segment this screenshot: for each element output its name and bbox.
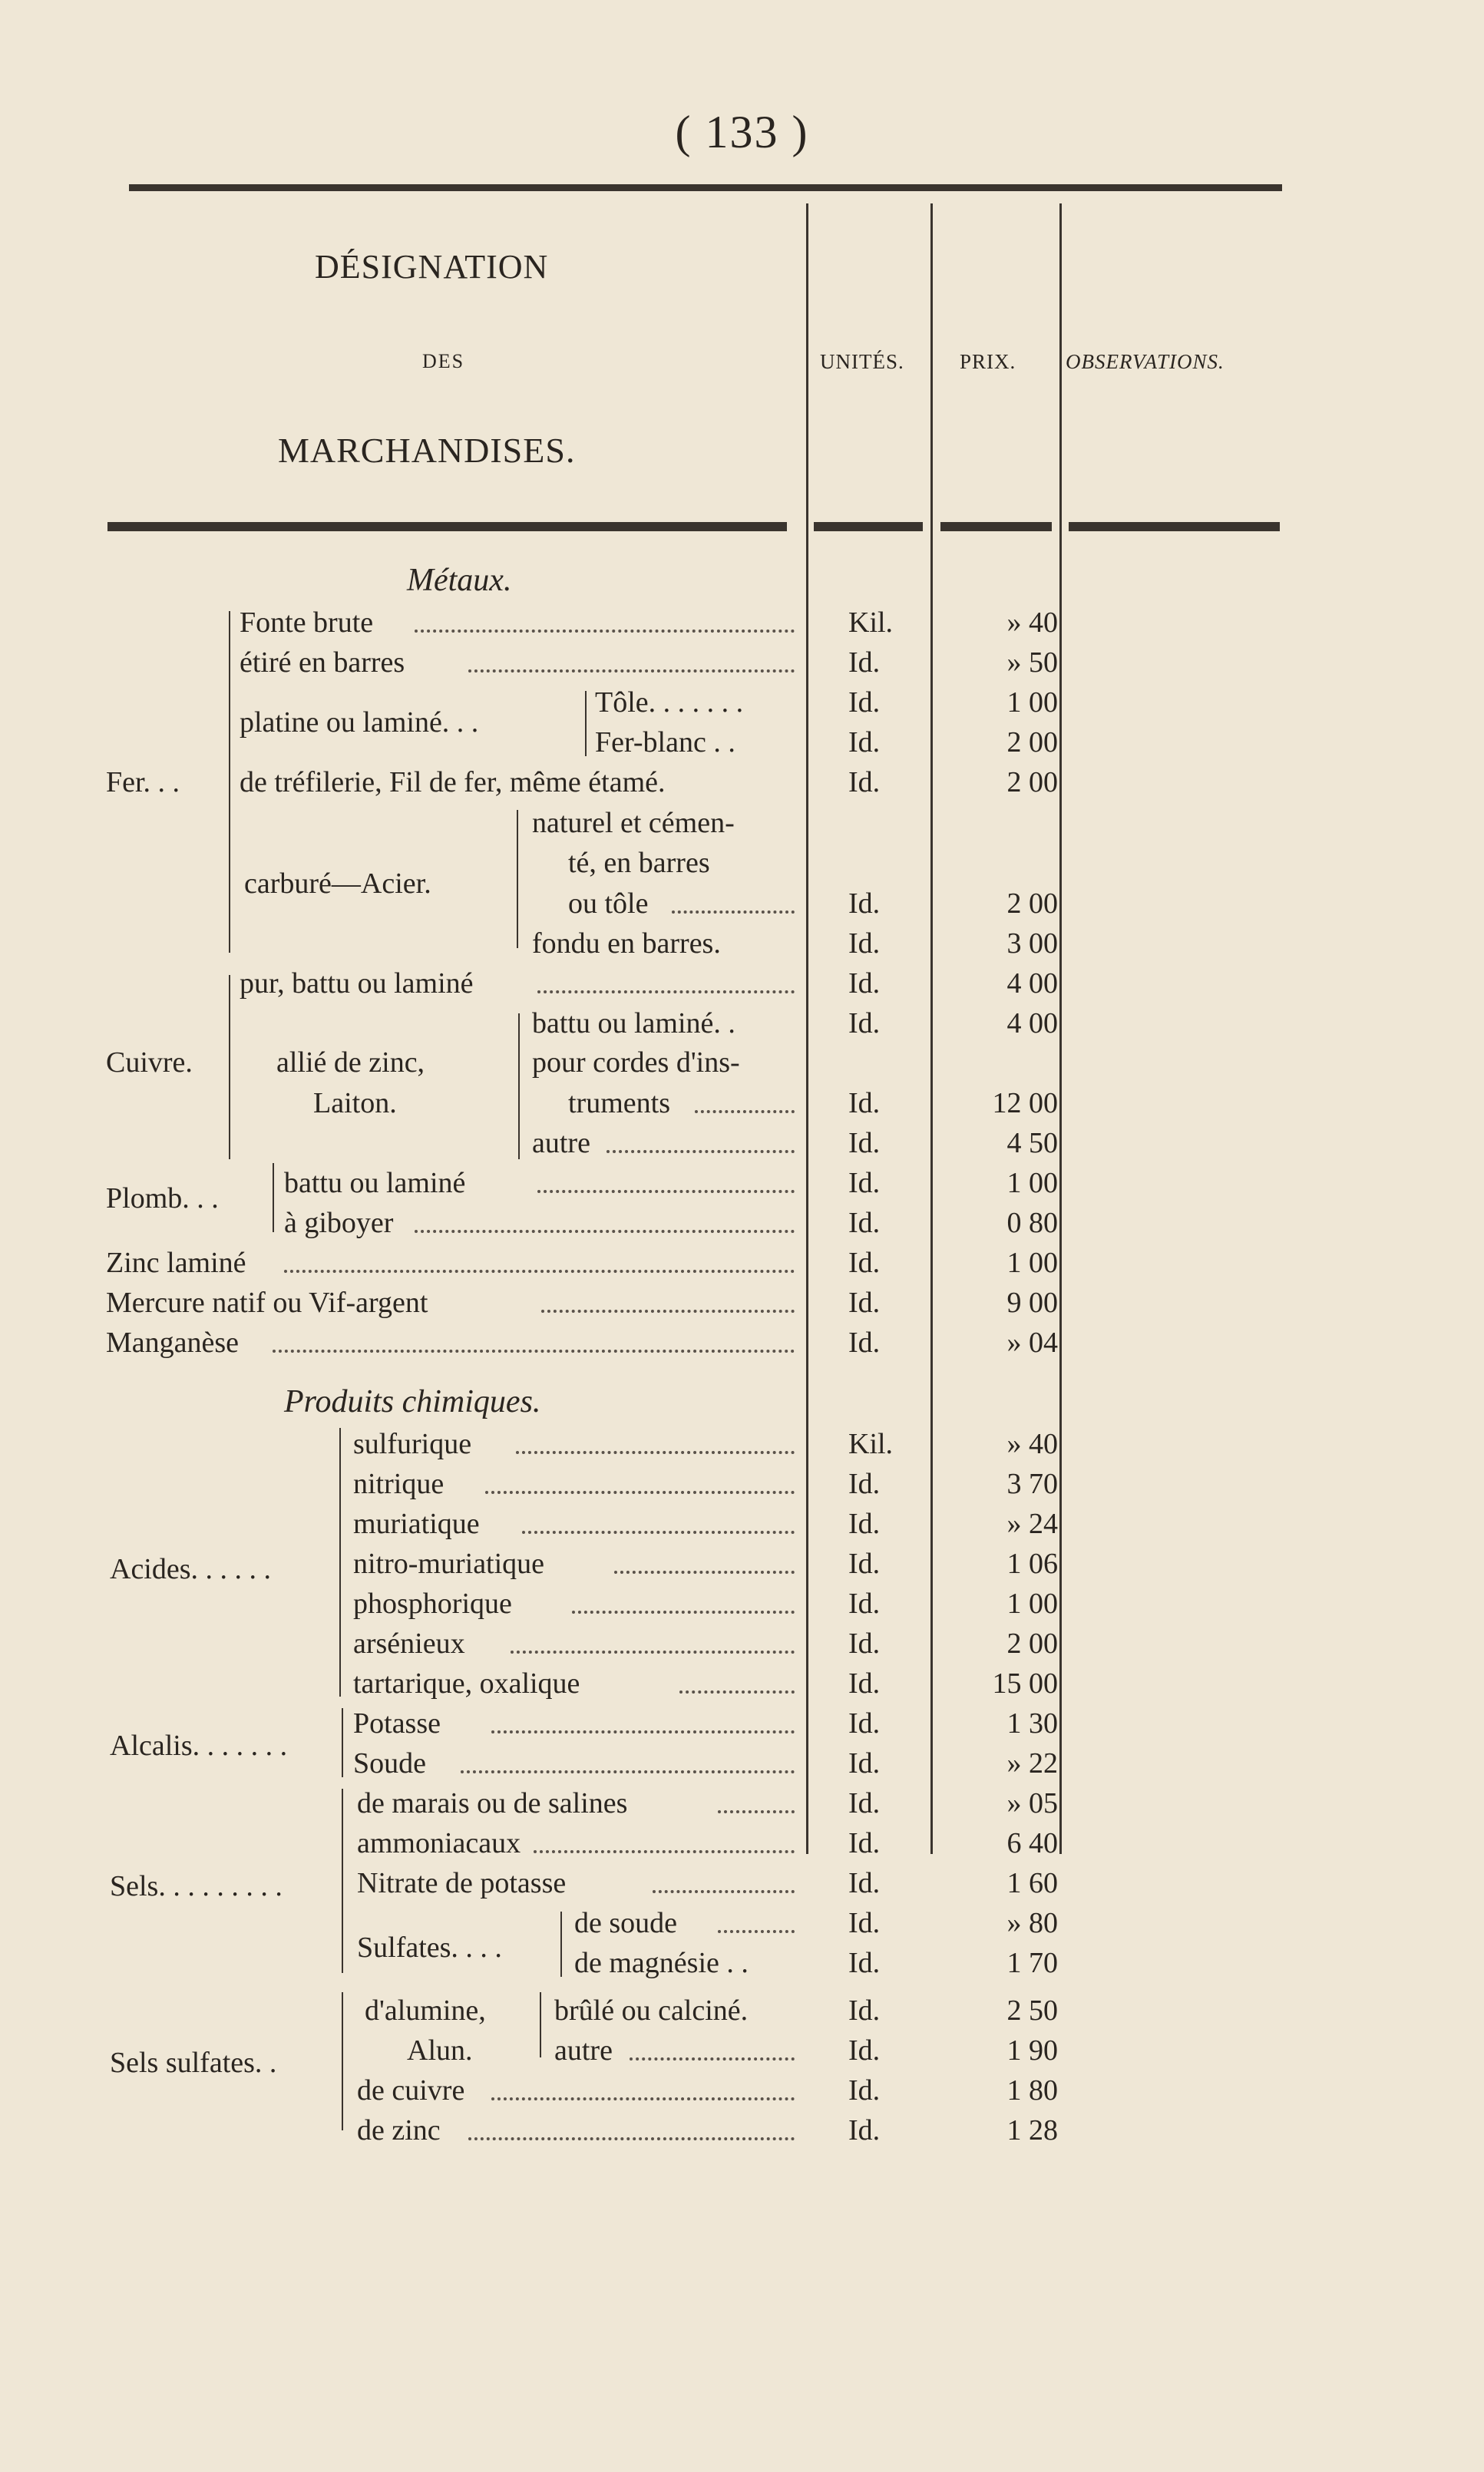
header-rule-price — [940, 522, 1052, 531]
row-unit: Id. — [848, 2114, 881, 2146]
leader-dots — [516, 1451, 795, 1454]
brace-carbure — [517, 810, 518, 948]
leader-dots — [537, 1190, 795, 1193]
row-price: 4 00 — [1006, 967, 1058, 1000]
row-unit: Id. — [848, 1907, 881, 1939]
label-laiton: Laiton. — [313, 1087, 397, 1119]
row-price: » 04 — [1006, 1327, 1058, 1359]
designation-des: DES — [422, 350, 465, 372]
brace-alcalis — [342, 1708, 343, 1777]
row-price: 4 50 — [1006, 1127, 1058, 1159]
brace-acides — [339, 1428, 341, 1697]
row-price: 1 28 — [1006, 2114, 1058, 2146]
row-unit: Id. — [848, 1588, 881, 1620]
row-unit: Id. — [848, 1468, 881, 1500]
row-unit: Id. — [848, 1787, 881, 1819]
leader-dots — [284, 1270, 795, 1273]
row-label: Soude — [353, 1747, 426, 1780]
leader-dots — [468, 669, 795, 673]
label-carbure: carburé—Acier. — [244, 868, 431, 900]
group-plomb: Plomb. . . — [106, 1182, 219, 1215]
row-label: battu ou laminé. . — [532, 1007, 735, 1039]
row-unit: Id. — [848, 1994, 881, 2027]
row-unit: Id. — [848, 2034, 881, 2067]
section-metaux: Métaux. — [407, 563, 512, 598]
row-price: » 22 — [1006, 1747, 1058, 1780]
header-rule-designation — [107, 522, 787, 531]
row-label: ammoniacaux — [357, 1827, 521, 1859]
row-unit: Id. — [848, 1508, 881, 1540]
row-label: Potasse — [353, 1707, 441, 1740]
brace-platine — [585, 691, 587, 756]
row-price: 1 00 — [1006, 1588, 1058, 1620]
label-naturel-1: naturel et cémen- — [532, 807, 735, 839]
leader-dots — [679, 1690, 795, 1694]
row-unit: Kil. — [848, 606, 894, 639]
row-unit: Id. — [848, 1167, 881, 1199]
designation-heading: DÉSIGNATION — [315, 248, 549, 286]
group-acides: Acides. . . . . . — [110, 1553, 272, 1585]
row-unit: Id. — [848, 1247, 881, 1279]
row-price: 9 00 — [1006, 1287, 1058, 1319]
label-allie: allié de zinc, — [276, 1046, 425, 1079]
label-naturel-2: té, en barres — [568, 847, 710, 879]
leader-dots — [468, 2137, 795, 2140]
brace-plomb — [273, 1163, 274, 1232]
section-produits: Produits chimiques. — [284, 1384, 541, 1419]
row-price: » 05 — [1006, 1787, 1058, 1819]
header-rule-units — [814, 522, 923, 531]
row-unit: Id. — [848, 927, 881, 960]
row-label: Mercure natif ou Vif-argent — [106, 1287, 428, 1319]
top-rule — [129, 184, 1282, 191]
leader-dots — [273, 1350, 795, 1353]
row-price: 1 00 — [1006, 1247, 1058, 1279]
row-price: 2 00 — [1006, 766, 1058, 798]
row-unit: Id. — [848, 1867, 881, 1899]
col-observations-header: OBSERVATIONS. — [1066, 350, 1225, 373]
leader-dots — [630, 2057, 795, 2061]
leader-dots — [485, 1491, 795, 1494]
col-price-header: PRIX. — [960, 350, 1016, 373]
row-price: 12 00 — [992, 1087, 1058, 1119]
label-alun: Alun. — [407, 2034, 473, 2067]
brace-cuivre — [229, 975, 230, 1159]
row-unit: Id. — [848, 726, 881, 758]
group-sels-sulfates: Sels sulfates. . — [110, 2047, 277, 2079]
group-cuivre: Cuivre. — [106, 1046, 193, 1079]
row-label: sulfurique — [353, 1428, 472, 1460]
row-price: 1 70 — [1006, 1947, 1058, 1979]
leader-dots — [541, 1310, 795, 1313]
leader-dots — [415, 630, 795, 633]
leader-dots — [606, 1150, 795, 1153]
row-unit: Id. — [848, 1548, 881, 1580]
brace-alun — [540, 1992, 541, 2057]
row-unit: Id. — [848, 646, 881, 679]
row-label: tartarique, oxalique — [353, 1667, 580, 1700]
leader-dots — [534, 1850, 795, 1853]
row-label: de zinc — [357, 2114, 441, 2146]
row-label: autre — [554, 2034, 613, 2067]
leader-dots — [415, 1230, 795, 1233]
row-unit: Id. — [848, 887, 881, 920]
leader-dots — [672, 910, 795, 914]
row-label: autre — [532, 1127, 590, 1159]
row-unit: Id. — [848, 1827, 881, 1859]
row-price: 1 00 — [1006, 1167, 1058, 1199]
row-price: » 24 — [1006, 1508, 1058, 1540]
row-unit: Kil. — [848, 1428, 894, 1460]
row-unit: Id. — [848, 766, 881, 798]
row-price: 3 00 — [1006, 927, 1058, 960]
leader-dots — [522, 1531, 795, 1534]
row-label: de tréfilerie, Fil de fer, même étamé. — [240, 766, 666, 798]
leader-dots — [491, 1730, 795, 1733]
row-price: 1 90 — [1006, 2034, 1058, 2067]
leader-dots — [718, 1810, 795, 1813]
row-unit: Id. — [848, 1287, 881, 1319]
brace-sels-sulfates — [342, 1992, 343, 2130]
row-label: nitrique — [353, 1468, 445, 1500]
row-label: Fonte brute — [240, 606, 374, 639]
row-label: arsénieux — [353, 1628, 465, 1660]
row-price: » 40 — [1006, 1428, 1058, 1460]
group-sels: Sels. . . . . . . . . — [110, 1870, 283, 1902]
leader-dots — [695, 1110, 795, 1113]
leader-dots — [461, 1770, 795, 1773]
group-alcalis: Alcalis. . . . . . . — [110, 1730, 288, 1762]
row-price: 4 00 — [1006, 1007, 1058, 1039]
row-label: battu ou laminé — [284, 1167, 466, 1199]
leader-dots — [537, 990, 795, 993]
brace-allie — [518, 1013, 520, 1159]
leader-dots — [653, 1890, 795, 1893]
row-label: de magnésie . . — [574, 1947, 749, 1979]
row-label: Tôle. . . . . . . — [595, 686, 744, 719]
row-label: phosphorique — [353, 1588, 512, 1620]
label-pourcordes: pour cordes d'ins- — [532, 1046, 740, 1079]
row-label: Zinc laminé — [106, 1247, 246, 1279]
row-unit: Id. — [848, 1747, 881, 1780]
row-price: 1 06 — [1006, 1548, 1058, 1580]
row-label: truments — [568, 1087, 670, 1119]
row-price: » 80 — [1006, 1907, 1058, 1939]
row-price: 2 00 — [1006, 1628, 1058, 1660]
row-label: pur, battu ou laminé — [240, 967, 474, 1000]
row-price: 15 00 — [992, 1667, 1058, 1700]
row-label: étiré en barres — [240, 646, 405, 679]
page-number: ( 133 ) — [675, 107, 809, 157]
label-alumine: d'alumine, — [365, 1994, 486, 2027]
row-label: Manganèse — [106, 1327, 240, 1359]
leader-dots — [491, 2097, 795, 2100]
row-price: » 40 — [1006, 606, 1058, 639]
row-price: 0 80 — [1006, 1207, 1058, 1239]
row-price: 2 00 — [1006, 887, 1058, 920]
row-price: 2 50 — [1006, 1994, 1058, 2027]
row-label: fondu en barres. — [532, 927, 721, 960]
row-label: de cuivre — [357, 2074, 465, 2107]
row-unit: Id. — [848, 686, 881, 719]
brace-fer — [229, 611, 230, 953]
row-price: 1 80 — [1006, 2074, 1058, 2107]
row-price: 3 70 — [1006, 1468, 1058, 1500]
row-unit: Id. — [848, 1667, 881, 1700]
leader-dots — [572, 1611, 795, 1614]
row-unit: Id. — [848, 1007, 881, 1039]
header-rule-obs — [1069, 522, 1280, 531]
brace-sels — [342, 1789, 343, 1973]
row-unit: Id. — [848, 1327, 881, 1359]
row-unit: Id. — [848, 1947, 881, 1979]
designation-marchandises: MARCHANDISES. — [278, 431, 576, 470]
row-label: muriatique — [353, 1508, 480, 1540]
row-label: de marais ou de salines — [357, 1787, 628, 1819]
row-label: brûlé ou calciné. — [554, 1994, 749, 2027]
row-label: ou tôle — [568, 887, 649, 920]
row-unit: Id. — [848, 2074, 881, 2107]
leader-dots — [511, 1651, 795, 1654]
row-unit: Id. — [848, 1707, 881, 1740]
row-price: 2 00 — [1006, 726, 1058, 758]
row-price: 6 40 — [1006, 1827, 1058, 1859]
row-unit: Id. — [848, 1087, 881, 1119]
row-price: 1 30 — [1006, 1707, 1058, 1740]
row-label: nitro-muriatique — [353, 1548, 545, 1580]
row-unit: Id. — [848, 1127, 881, 1159]
col-units-header: UNITÉS. — [820, 350, 904, 373]
group-fer: Fer. . . — [106, 766, 180, 798]
row-label: à giboyer — [284, 1207, 394, 1239]
row-price: » 50 — [1006, 646, 1058, 679]
brace-sulfates-sub — [560, 1912, 562, 1977]
row-label: Fer-blanc . . — [595, 726, 735, 758]
row-label: Nitrate de potasse — [357, 1867, 567, 1899]
row-unit: Id. — [848, 1628, 881, 1660]
row-label: de soude — [574, 1907, 678, 1939]
leader-dots — [614, 1571, 795, 1574]
label-platine: platine ou laminé. . . — [240, 706, 479, 739]
column-line-3 — [1059, 203, 1062, 1854]
label-sulfates: Sulfates. . . . — [357, 1932, 502, 1964]
column-line-2 — [930, 203, 933, 1854]
column-line-1 — [806, 203, 808, 1854]
row-unit: Id. — [848, 967, 881, 1000]
row-price: 1 00 — [1006, 686, 1058, 719]
leader-dots — [718, 1930, 795, 1933]
row-price: 1 60 — [1006, 1867, 1058, 1899]
row-unit: Id. — [848, 1207, 881, 1239]
